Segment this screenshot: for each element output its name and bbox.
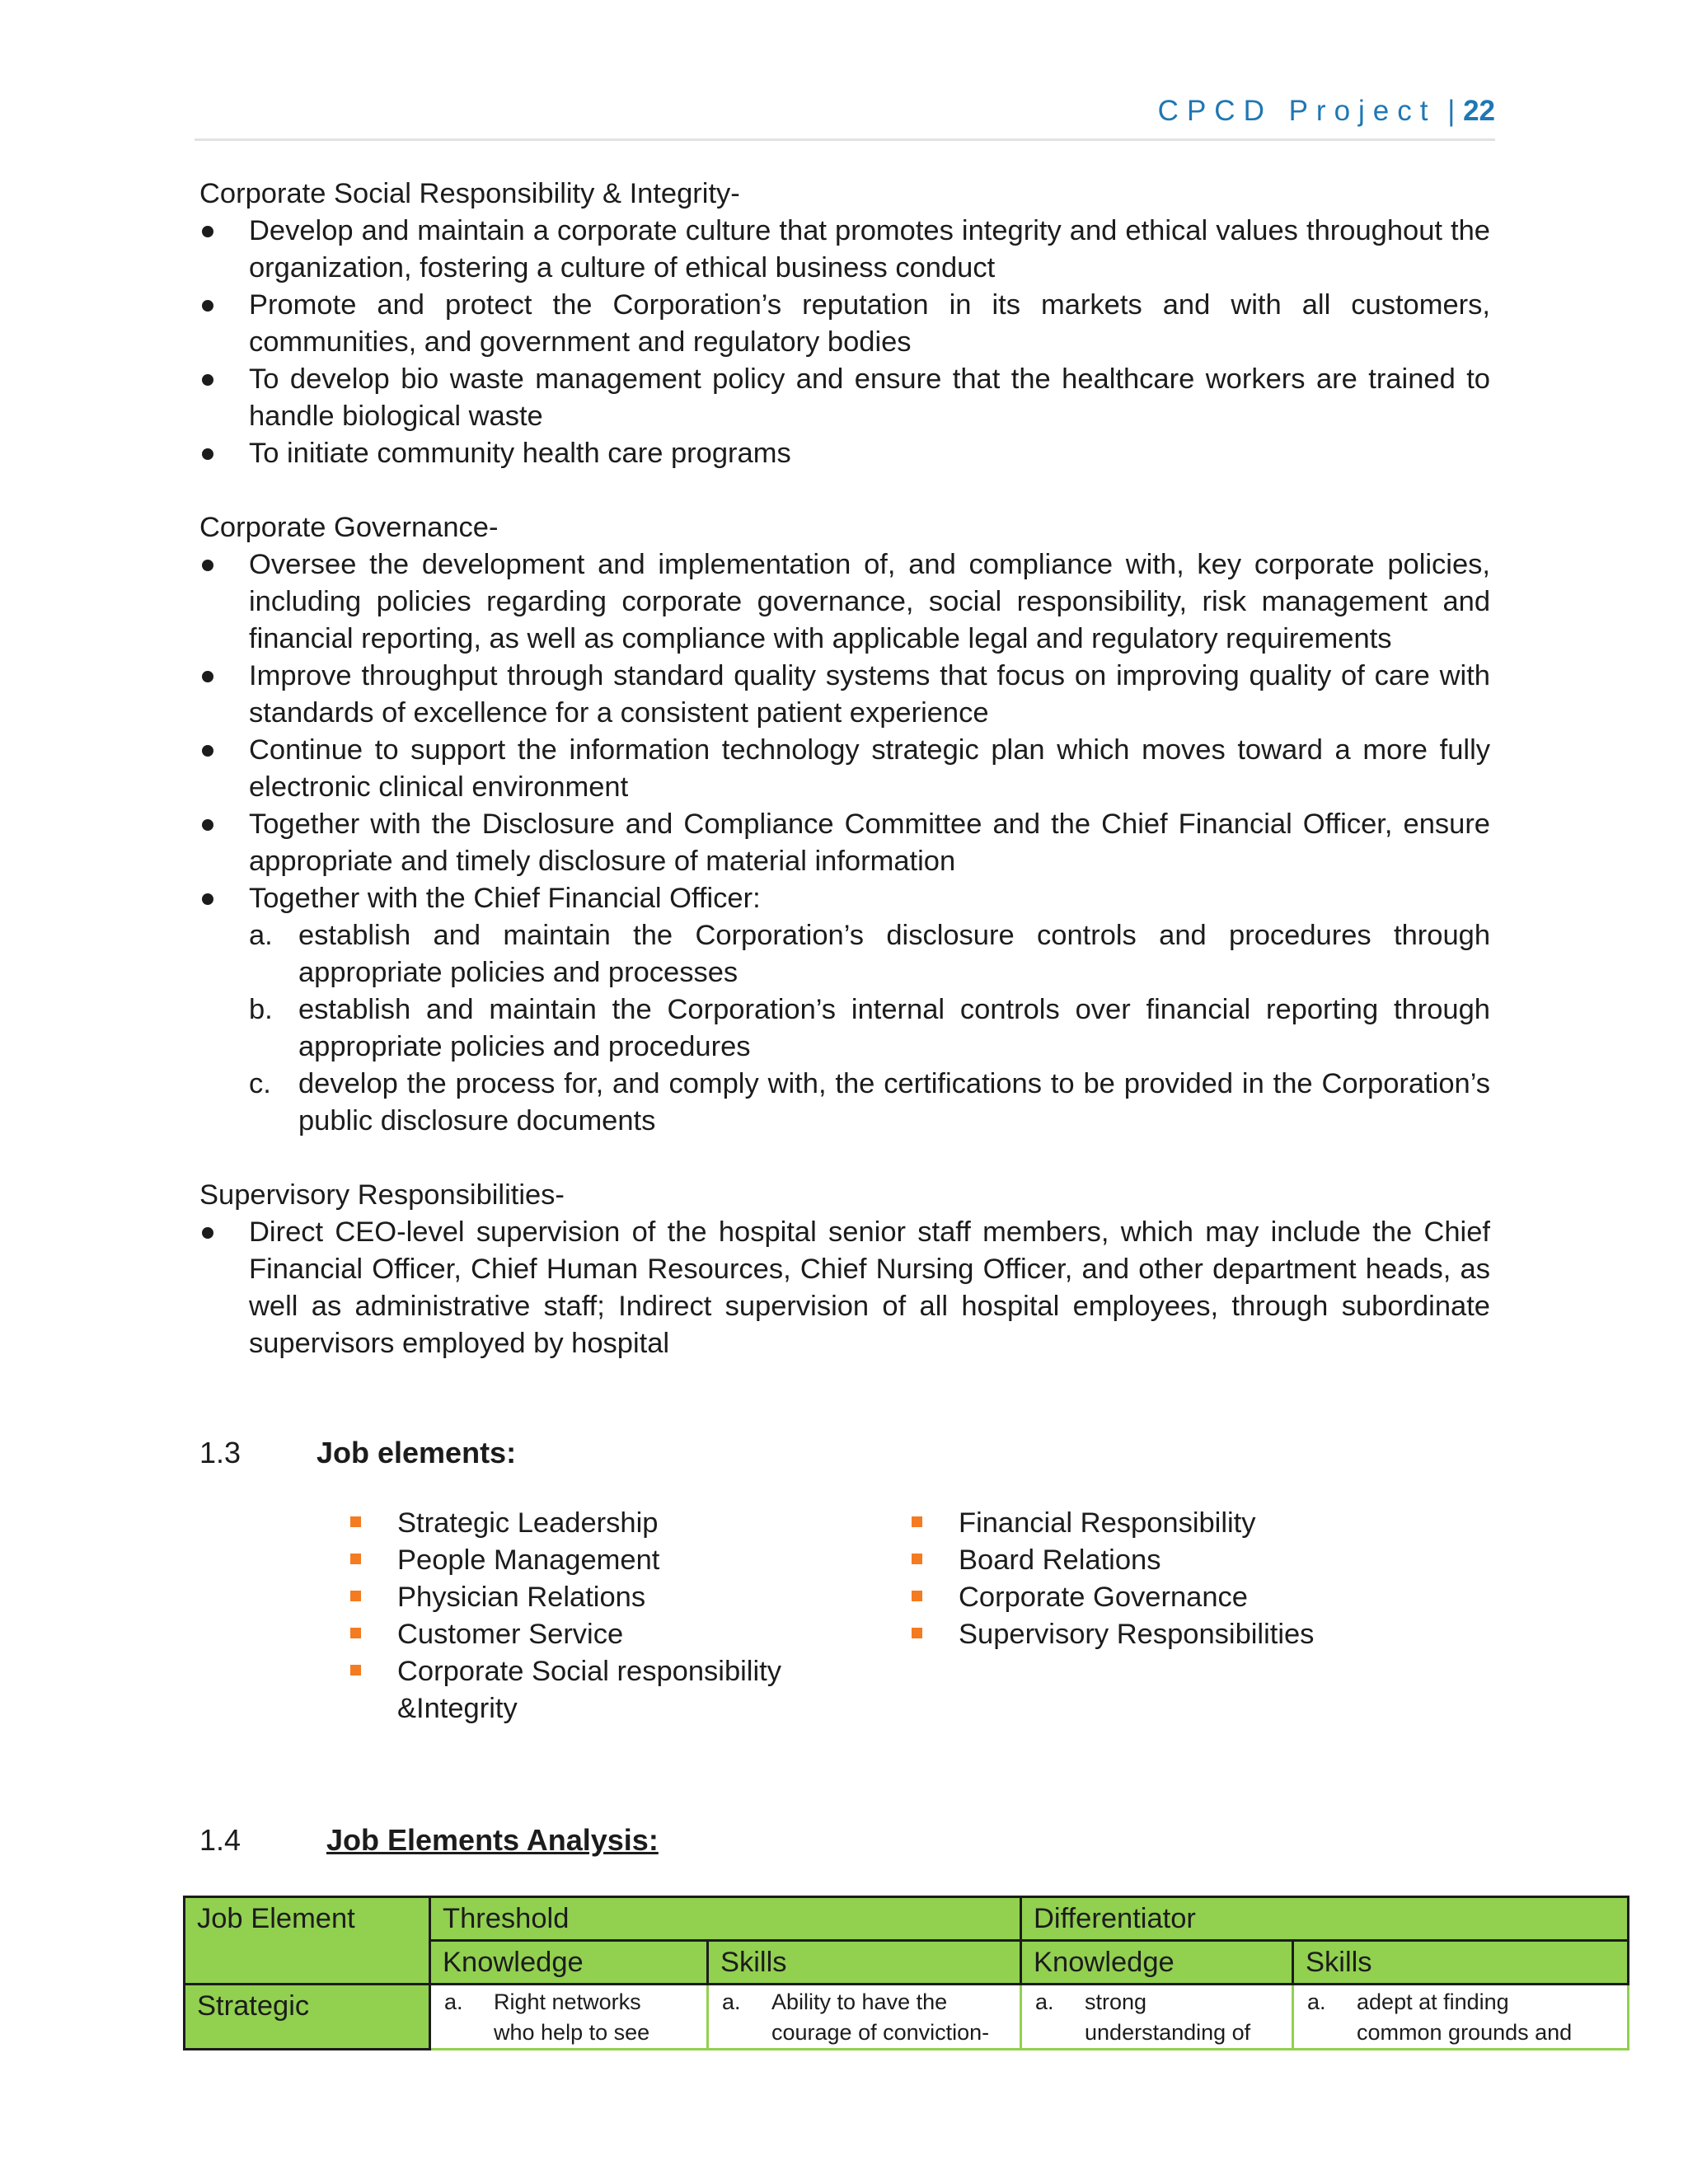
bullet-icon (202, 745, 213, 757)
header-separator: | (1447, 95, 1456, 127)
table-cell: a. Ability to have the courage of conviction- (708, 1985, 1021, 2050)
square-bullet-icon (350, 1591, 361, 1601)
header-threshold-skills: Skills (708, 1941, 1021, 1985)
header-job-element: Job Element (185, 1897, 430, 1985)
list-item: Oversee the development and implementation of, and compliance with, key corporate policies, including policies regarding corporate governance, social responsibility, risk management and financial reporting, as well as compliance with applicable legal and regulatory requirements (199, 546, 1490, 658)
header-differentiator-knowledge: Knowledge (1021, 1941, 1293, 1985)
table-cell: a. strong understanding of (1021, 1985, 1293, 2050)
page-number: 22 (1463, 95, 1495, 127)
bullet-icon (202, 226, 213, 237)
list-item: Supervisory Responsibilities (912, 1616, 1489, 1653)
bullet-icon (202, 1227, 213, 1239)
job-elements-right (912, 1505, 1489, 1653)
square-bullet-icon (350, 1554, 361, 1564)
bullet-icon (202, 819, 213, 831)
list-item: Corporate Social responsibility &Integrity (350, 1653, 845, 1727)
table-row (185, 1985, 1629, 2050)
table-cell: a. Right networks who help to see (430, 1985, 708, 2050)
page-header (195, 95, 1495, 128)
governance-list (199, 546, 1490, 917)
list-item: Strategic Leadership (350, 1505, 845, 1542)
bullet-icon (202, 560, 213, 571)
bullet-icon (202, 374, 213, 386)
bullet-icon (202, 300, 213, 312)
list-item: Continue to support the information technology strategic plan which moves toward a more fully electronic clinical environment (199, 732, 1490, 806)
list-item: Customer Service (350, 1616, 845, 1653)
section-number: 1.3 (199, 1436, 241, 1469)
row-label: Strategic (185, 1985, 430, 2050)
list-item: Board Relations (912, 1542, 1489, 1579)
square-bullet-icon (912, 1628, 922, 1638)
supervisory-list (199, 1214, 1490, 1362)
section-number: 1.4 (199, 1823, 241, 1857)
governance-heading: Corporate Governance- (199, 512, 499, 543)
bullet-icon (202, 671, 213, 682)
project-title: CPCD Project (1157, 95, 1437, 127)
list-item: Direct CEO-level supervision of the hospital senior staff members, which may include the Chief Financial Officer, Chief Human Resources, Chief Nursing Officer, and other department heads, as well as administrative staff; Indirect supervision of all hospital employees, through subordinate supervisors employed by hospital (199, 1214, 1490, 1362)
square-bullet-icon (350, 1628, 361, 1638)
list-item: To develop bio waste management policy and ensure that the healthcare workers are trained to handle biological waste (199, 361, 1490, 435)
section-title: Job elements: (316, 1436, 517, 1469)
header-differentiator-skills: Skills (1293, 1941, 1629, 1985)
square-bullet-icon (912, 1516, 922, 1527)
list-item: Improve throughput through standard quality systems that focus on improving quality of care with standards of excellence for a consistent patient experience (199, 658, 1490, 732)
header-divider (195, 138, 1495, 141)
square-bullet-icon (350, 1665, 361, 1675)
list-item: Promote and protect the Corporation’s reputation in its markets and with all customers, communities, and government and regulatory bodies (199, 287, 1490, 361)
list-item: Corporate Governance (912, 1579, 1489, 1616)
list-item: People Management (350, 1542, 845, 1579)
sub-list-item: a. establish and maintain the Corporation’s disclosure controls and procedures through appropriate policies and processes (249, 920, 1490, 988)
table-header-row (185, 1897, 1629, 1941)
square-bullet-icon (912, 1554, 922, 1564)
sub-list-item: b. establish and maintain the Corporation’s internal controls over financial reporting through appropriate policies and procedures (249, 994, 1490, 1062)
governance-sublist (199, 917, 1490, 1140)
job-elements-analysis-table (183, 1896, 1629, 2050)
job-elements-left (350, 1505, 845, 1727)
list-item: Together with the Chief Financial Officer: (199, 880, 1490, 917)
header-threshold: Threshold (430, 1897, 1021, 1941)
square-bullet-icon (350, 1516, 361, 1527)
header-threshold-knowledge: Knowledge (430, 1941, 708, 1985)
header-differentiator: Differentiator (1021, 1897, 1629, 1941)
list-item: Financial Responsibility (912, 1505, 1489, 1542)
csr-list (199, 213, 1490, 472)
list-item: Together with the Disclosure and Compliance Committee and the Chief Financial Officer, ensure appropriate and timely disclosure of material information (199, 806, 1490, 880)
square-bullet-icon (912, 1591, 922, 1601)
bullet-icon (202, 893, 213, 905)
list-item: To initiate community health care programs (199, 435, 1490, 472)
document-body (199, 176, 1490, 1362)
csr-heading: Corporate Social Responsibility & Integrity- (199, 178, 740, 209)
list-item: Physician Relations (350, 1579, 845, 1616)
sub-list-item: c. develop the process for, and comply with, the certifications to be provided in the Corporation’s public disclosure documents (249, 1068, 1490, 1137)
bullet-icon (202, 448, 213, 460)
table-cell: a. adept at finding common grounds and (1293, 1985, 1629, 2050)
section-title: Job Elements Analysis: (326, 1823, 659, 1857)
list-item: Develop and maintain a corporate culture that promotes integrity and ethical values throughout the organization, fostering a culture of ethical business conduct (199, 213, 1490, 287)
supervisory-heading: Supervisory Responsibilities- (199, 1179, 565, 1211)
